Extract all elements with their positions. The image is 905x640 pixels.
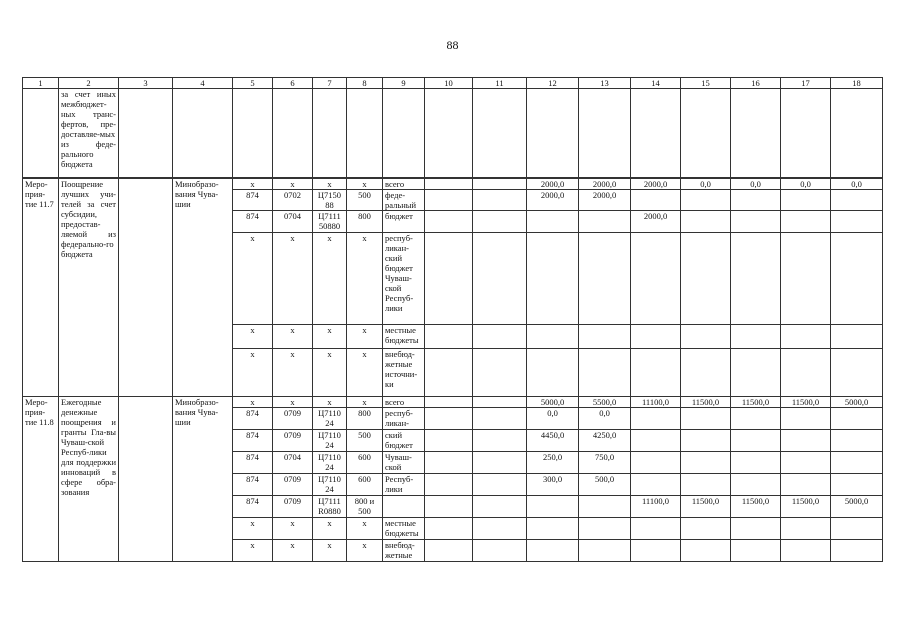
cell-col-10 (425, 211, 473, 233)
cell-col-13 (579, 325, 631, 349)
cell-col-14 (631, 430, 681, 452)
cell-col-15 (681, 349, 731, 397)
cell-col-17 (781, 540, 831, 562)
cell-col-10 (425, 349, 473, 397)
cell-col-9 (383, 496, 425, 518)
cell-col-13: 0,0 (579, 408, 631, 430)
cell-col-16 (731, 190, 781, 211)
cell-col-12 (527, 325, 579, 349)
cell-col-16 (731, 349, 781, 397)
cell-col-14: 2000,0 (631, 179, 681, 190)
col-header: 11 (473, 78, 527, 89)
cell-col-7: x (313, 233, 347, 325)
cell-col-9: местные бюджеты (383, 325, 425, 349)
cell-col-8: x (347, 179, 383, 190)
cell-col-6: 0709 (273, 474, 313, 496)
cell-col-10 (425, 430, 473, 452)
cell-col-9: местные бюджеты (383, 518, 425, 540)
cell-col-5: x (233, 397, 273, 408)
table-row (23, 179, 883, 190)
cell-col-14 (631, 349, 681, 397)
measure-description: Поощрение лучших учи-телей за счет субсидии, предостав-ляемой из федерально-го бюджета (59, 179, 119, 397)
cell-col-13 (579, 518, 631, 540)
cell-col-10 (425, 474, 473, 496)
co-executor-cell (119, 397, 173, 562)
cell-col-16: 11500,0 (731, 496, 781, 518)
cell-col-6: 0704 (273, 211, 313, 233)
cell-col-6: x (273, 325, 313, 349)
cell-col-17: 11500,0 (781, 397, 831, 408)
cell-col-5: 874 (233, 190, 273, 211)
cell-col-8: x (347, 540, 383, 562)
cell-col-11 (473, 325, 527, 349)
table-row (23, 397, 883, 408)
cell-col-5: x (233, 540, 273, 562)
budget-table (22, 77, 883, 178)
cell-col-14 (631, 452, 681, 474)
cell-col-18: 0,0 (831, 179, 883, 190)
cell-col-17: 11500,0 (781, 496, 831, 518)
cell-col-16 (731, 474, 781, 496)
col-header: 7 (313, 78, 347, 89)
cell-col-17 (781, 474, 831, 496)
cell-col-16: 0,0 (731, 179, 781, 190)
cell-col-18 (831, 211, 883, 233)
cell-col-15 (681, 325, 731, 349)
cell-col-16 (731, 211, 781, 233)
cell-col-7: x (313, 325, 347, 349)
cell-col-15 (681, 408, 731, 430)
cell-col-15 (681, 190, 731, 211)
cell-col-10 (425, 518, 473, 540)
col-header: 5 (233, 78, 273, 89)
cell-col-8: 600 (347, 474, 383, 496)
cell-col-14 (631, 408, 681, 430)
cell-col-13: 5500,0 (579, 397, 631, 408)
cell-col-10 (425, 233, 473, 325)
cell-col-9: феде-ральный (383, 190, 425, 211)
col-header: 10 (425, 78, 473, 89)
cell-col-10 (425, 452, 473, 474)
col-header: 2 (59, 78, 119, 89)
cell-col-14 (631, 233, 681, 325)
measure-executor: Минобразо-вания Чува-шии (173, 397, 233, 562)
cell-col-7: Ц7110 24 (313, 452, 347, 474)
cell-col-8: 600 (347, 452, 383, 474)
cell-col-6: x (273, 233, 313, 325)
cell-col-15: 11500,0 (681, 397, 731, 408)
cell-col-13: 500,0 (579, 474, 631, 496)
cell-col-9: Респуб-лики (383, 474, 425, 496)
cell-col-5: x (233, 233, 273, 325)
cell-col-18 (831, 540, 883, 562)
cell-col-12 (527, 233, 579, 325)
cell-col-18 (831, 325, 883, 349)
cell-col-12 (527, 211, 579, 233)
cell-col-7: x (313, 349, 347, 397)
cell-col-11 (473, 496, 527, 518)
cell-col-18 (831, 452, 883, 474)
cell-col-11 (473, 430, 527, 452)
cell-col-14 (631, 325, 681, 349)
measure-name: Меро-прия-тие 11.8 (23, 397, 59, 562)
cell-col-7: x (313, 397, 347, 408)
cell-col-5: 874 (233, 211, 273, 233)
cell-col-17 (781, 349, 831, 397)
cell-col-15: 0,0 (681, 179, 731, 190)
cell-col-8: x (347, 349, 383, 397)
cell-col-8: x (347, 233, 383, 325)
cell-col-11 (473, 474, 527, 496)
cell-col-7: Ц7110 24 (313, 430, 347, 452)
cell-col-11 (473, 233, 527, 325)
cell-col-5: x (233, 325, 273, 349)
cell-col-12 (527, 540, 579, 562)
cell-col-15 (681, 474, 731, 496)
cell-col-17 (781, 452, 831, 474)
measure-name: Меро-прия-тие 11.7 (23, 179, 59, 397)
cell-col-5: 874 (233, 474, 273, 496)
cell-col-10 (425, 540, 473, 562)
cell-col-17 (781, 518, 831, 540)
cell-col-11 (473, 349, 527, 397)
cell-col-13: 2000,0 (579, 179, 631, 190)
cell-col-12 (527, 518, 579, 540)
cell-col-5: 874 (233, 408, 273, 430)
cell-col-7: Ц7111 R0880 (313, 496, 347, 518)
measures-body (23, 179, 883, 562)
cell-col-16: 11500,0 (731, 397, 781, 408)
cell-col-12 (527, 349, 579, 397)
cell-col-5: x (233, 518, 273, 540)
cell-col-8: 800 и 500 (347, 496, 383, 518)
column-number-row (23, 78, 883, 89)
cell-col-18: 5000,0 (831, 397, 883, 408)
cell-col-11 (473, 211, 527, 233)
cell-col-18 (831, 190, 883, 211)
cell-col-17 (781, 211, 831, 233)
budget-table-body (22, 178, 883, 562)
col-header: 12 (527, 78, 579, 89)
cell-col-9: всего (383, 397, 425, 408)
cell-col-8: 500 (347, 430, 383, 452)
cell-col-7: x (313, 179, 347, 190)
continuation-description: за счет иных межбюджет-ных транс-фертов, пре-доставляе-мых из феде-рального бюджета (59, 89, 119, 178)
cell-col-15 (681, 233, 731, 325)
cell-col-7: Ц7110 24 (313, 408, 347, 430)
cell-col-12: 2000,0 (527, 179, 579, 190)
cell-col-6: 0704 (273, 452, 313, 474)
cell-col-5: x (233, 349, 273, 397)
measure-description: Ежегодные денежные поощрения и гранты Гла-вы Чуваш-ской Респуб-лики для поддержки инноваций в сфере обра-зования (59, 397, 119, 562)
col-header: 14 (631, 78, 681, 89)
cell-col-18 (831, 233, 883, 325)
cell-col-9: внебюд-жетные (383, 540, 425, 562)
cell-col-16 (731, 325, 781, 349)
cell-col-9: внебюд-жетные источни-ки (383, 349, 425, 397)
cell-col-13: 750,0 (579, 452, 631, 474)
cell-col-9: Чуваш-ской (383, 452, 425, 474)
cell-col-18 (831, 430, 883, 452)
cell-col-12 (527, 496, 579, 518)
cell-col-11 (473, 190, 527, 211)
cell-col-7: x (313, 540, 347, 562)
co-executor-cell (119, 179, 173, 397)
cell-col-5: 874 (233, 452, 273, 474)
cell-col-12: 2000,0 (527, 190, 579, 211)
cell-col-11 (473, 518, 527, 540)
cell-col-6: x (273, 179, 313, 190)
cell-col-9: бюджет (383, 211, 425, 233)
cell-col-7: Ц7111 50880 (313, 211, 347, 233)
cell-col-10 (425, 496, 473, 518)
cell-col-10 (425, 397, 473, 408)
measure-executor: Минобразо-вания Чува-шии (173, 179, 233, 397)
cell-col-12: 250,0 (527, 452, 579, 474)
page-number: 88 (446, 38, 459, 52)
cell-col-9: ский бюджет (383, 430, 425, 452)
cell-col-14 (631, 540, 681, 562)
cell-col-15: 11500,0 (681, 496, 731, 518)
cell-col-18 (831, 474, 883, 496)
cell-col-15 (681, 211, 731, 233)
col-header: 8 (347, 78, 383, 89)
cell-col-11 (473, 179, 527, 190)
col-header: 9 (383, 78, 425, 89)
cell-col-6: x (273, 349, 313, 397)
cell-col-17: 0,0 (781, 179, 831, 190)
cell-col-18 (831, 518, 883, 540)
cell-col-17 (781, 233, 831, 325)
cell-col-9: респуб-ликан- (383, 408, 425, 430)
cell-col-10 (425, 325, 473, 349)
cell-col-18 (831, 349, 883, 397)
cell-col-13: 2000,0 (579, 190, 631, 211)
cell-col-13 (579, 211, 631, 233)
cell-col-14: 2000,0 (631, 211, 681, 233)
cell-col-13 (579, 349, 631, 397)
col-header: 16 (731, 78, 781, 89)
cell-col-14: 11100,0 (631, 496, 681, 518)
col-header: 17 (781, 78, 831, 89)
cell-col-6: x (273, 540, 313, 562)
col-header: 3 (119, 78, 173, 89)
cell-col-9: всего (383, 179, 425, 190)
cell-col-6: 0709 (273, 430, 313, 452)
cell-col-18: 5000,0 (831, 496, 883, 518)
cell-col-13 (579, 540, 631, 562)
cell-col-16 (731, 540, 781, 562)
cell-col-16 (731, 452, 781, 474)
cell-col-11 (473, 397, 527, 408)
continuation-row (23, 89, 883, 178)
cell-col-5: 874 (233, 430, 273, 452)
cell-col-5: 874 (233, 496, 273, 518)
cell-col-12: 5000,0 (527, 397, 579, 408)
cell-col-12: 0,0 (527, 408, 579, 430)
col-header: 1 (23, 78, 59, 89)
cell-col-16 (731, 408, 781, 430)
cell-col-8: 500 (347, 190, 383, 211)
cell-col-13: 4250,0 (579, 430, 631, 452)
col-header: 13 (579, 78, 631, 89)
cell-col-13 (579, 233, 631, 325)
cell-col-10 (425, 408, 473, 430)
cell-col-8: x (347, 325, 383, 349)
cell-col-17 (781, 430, 831, 452)
cell-col-15 (681, 518, 731, 540)
cell-col-13 (579, 496, 631, 518)
cell-col-14: 11100,0 (631, 397, 681, 408)
cell-col-8: x (347, 518, 383, 540)
cell-col-18 (831, 408, 883, 430)
cell-col-5: x (233, 179, 273, 190)
cell-col-14 (631, 518, 681, 540)
cell-col-6: x (273, 397, 313, 408)
cell-col-11 (473, 540, 527, 562)
cell-col-10 (425, 190, 473, 211)
cell-col-6: 0709 (273, 408, 313, 430)
cell-col-6: 0702 (273, 190, 313, 211)
cell-col-7: x (313, 518, 347, 540)
cell-col-7: Ц7110 24 (313, 474, 347, 496)
cell-col-15 (681, 430, 731, 452)
cell-col-7: Ц7150 88 (313, 190, 347, 211)
cell-col-8: 800 (347, 408, 383, 430)
cell-col-6: x (273, 518, 313, 540)
cell-col-16 (731, 518, 781, 540)
col-header: 15 (681, 78, 731, 89)
col-header: 4 (173, 78, 233, 89)
cell-col-14 (631, 190, 681, 211)
cell-col-15 (681, 452, 731, 474)
cell-col-16 (731, 430, 781, 452)
cell-col-17 (781, 408, 831, 430)
cell-col-6: 0709 (273, 496, 313, 518)
cell-col-8: 800 (347, 211, 383, 233)
cell-col-15 (681, 540, 731, 562)
cell-col-14 (631, 474, 681, 496)
cell-col-17 (781, 190, 831, 211)
cell-col-8: x (347, 397, 383, 408)
col-header: 18 (831, 78, 883, 89)
cell-col-11 (473, 408, 527, 430)
col-header: 6 (273, 78, 313, 89)
cell-col-17 (781, 325, 831, 349)
cell-col-12: 300,0 (527, 474, 579, 496)
cell-col-10 (425, 179, 473, 190)
cell-col-9: респуб-ликан-ский бюджет Чуваш-ской Респуб-лики (383, 233, 425, 325)
cell-col-16 (731, 233, 781, 325)
cell-col-11 (473, 452, 527, 474)
cell-col-12: 4450,0 (527, 430, 579, 452)
